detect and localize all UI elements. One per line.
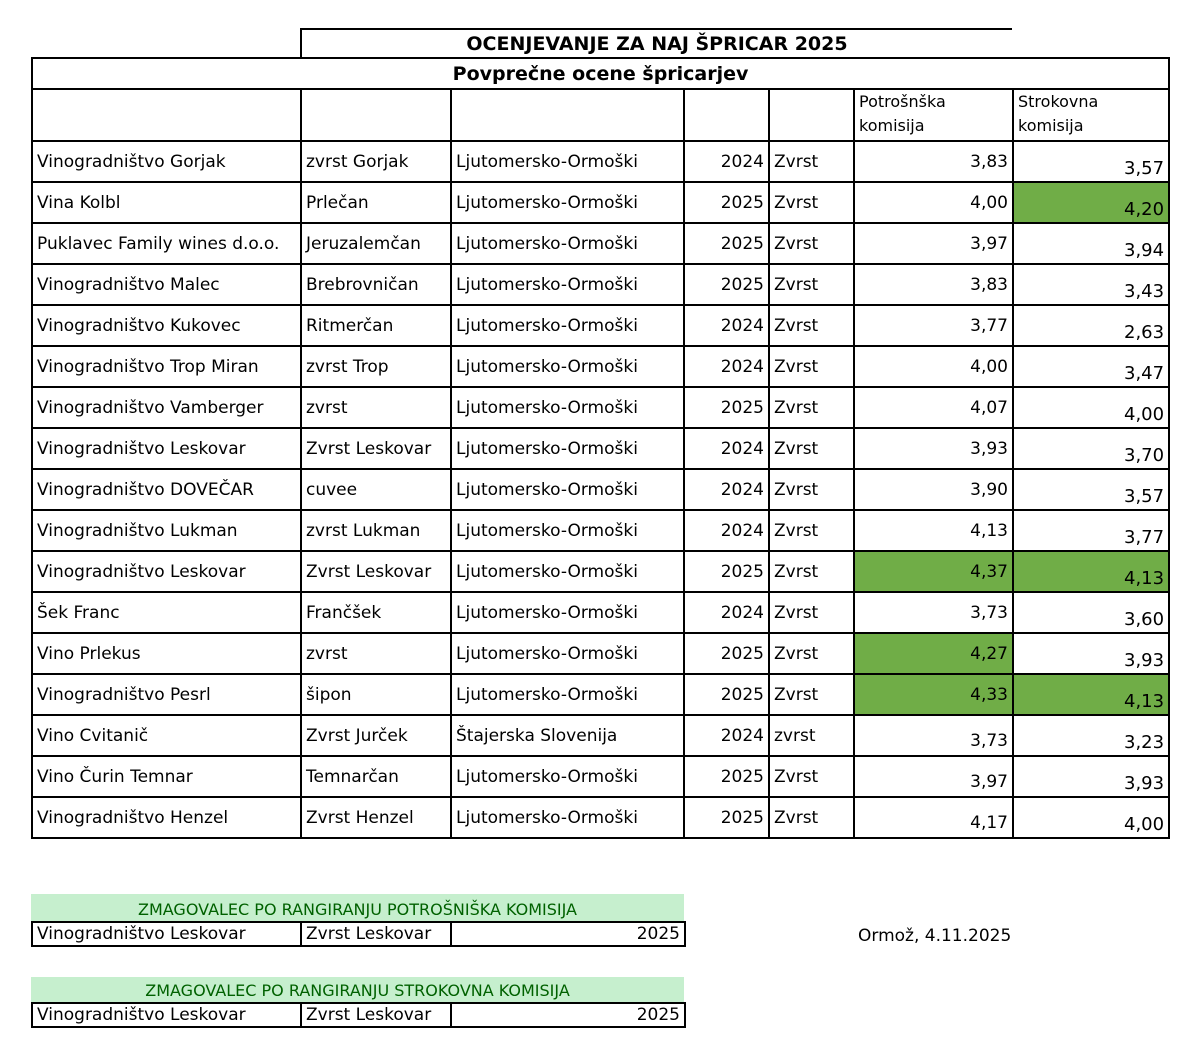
- cell-producer: Šek Franc: [32, 592, 301, 633]
- cell-region: Ljutomersko-Ormoški: [451, 428, 684, 469]
- cell-wine: Ritmerčan: [301, 305, 451, 346]
- cell-wine: šipon: [301, 674, 451, 715]
- cell-region: Ljutomersko-Ormoški: [451, 387, 684, 428]
- header-region: [451, 89, 684, 141]
- cell-wine: Brebrovničan: [301, 264, 451, 305]
- winner-consumer-row: [32, 922, 685, 946]
- cell-region: Ljutomersko-Ormoški: [451, 797, 684, 838]
- cell-type: zvrst: [769, 715, 854, 756]
- cell-expert-score: 4,13: [1013, 674, 1169, 715]
- cell-type: Zvrst: [769, 428, 854, 469]
- cell-expert-score: 3,57: [1013, 469, 1169, 510]
- cell-region: Ljutomersko-Ormoški: [451, 305, 684, 346]
- cell-producer: Vino Cvitanič: [32, 715, 301, 756]
- cell-wine: zvrst: [301, 387, 451, 428]
- cell-producer: Vinogradništvo Lukman: [32, 510, 301, 551]
- table-row: [32, 797, 1169, 838]
- table-row: [32, 592, 1169, 633]
- cell-type: Zvrst: [769, 469, 854, 510]
- place-date: Ormož, 4.11.2025: [858, 926, 1012, 946]
- table-row: [32, 756, 1169, 797]
- table-row: [32, 264, 1169, 305]
- ratings-table: [31, 57, 1170, 839]
- cell-consumer-score: 4,33: [854, 674, 1013, 715]
- cell-year: 2024: [684, 141, 769, 182]
- cell-consumer-score: 3,83: [854, 264, 1013, 305]
- cell-expert-score: 3,57: [1013, 141, 1169, 182]
- cell-producer: Vinogradništvo Trop Miran: [32, 346, 301, 387]
- table-row: [32, 674, 1169, 715]
- cell-producer: Vinogradništvo Henzel: [32, 797, 301, 838]
- cell-type: Zvrst: [769, 674, 854, 715]
- cell-expert-score: 3,70: [1013, 428, 1169, 469]
- cell-expert-score: 3,93: [1013, 633, 1169, 674]
- cell-consumer-score: 4,13: [854, 510, 1013, 551]
- header-producer: [32, 89, 301, 141]
- cell-consumer-score: 4,17: [854, 797, 1013, 838]
- winner-year: 2025: [451, 922, 685, 946]
- cell-expert-score: 3,47: [1013, 346, 1169, 387]
- cell-wine: Zvrst Leskovar: [301, 551, 451, 592]
- table-row: [32, 469, 1169, 510]
- cell-year: 2024: [684, 592, 769, 633]
- cell-producer: Vinogradništvo Pesrl: [32, 674, 301, 715]
- cell-type: Zvrst: [769, 182, 854, 223]
- cell-year: 2025: [684, 223, 769, 264]
- cell-year: 2025: [684, 182, 769, 223]
- cell-wine: zvrst: [301, 633, 451, 674]
- cell-type: Zvrst: [769, 592, 854, 633]
- cell-producer: Vinogradništvo Kukovec: [32, 305, 301, 346]
- table-row: [32, 182, 1169, 223]
- cell-year: 2025: [684, 264, 769, 305]
- cell-consumer-score: 3,90: [854, 469, 1013, 510]
- winner-consumer-heading: ZMAGOVALEC PO RANGIRANJU POTROŠNIŠKA KOMISIJA: [31, 894, 684, 921]
- cell-wine: Zvrst Jurček: [301, 715, 451, 756]
- cell-expert-score: 3,60: [1013, 592, 1169, 633]
- header-consumer: Potrošnška komisija: [854, 89, 1013, 141]
- table-row: [32, 141, 1169, 182]
- cell-consumer-score: 3,97: [854, 756, 1013, 797]
- table-row: [32, 428, 1169, 469]
- cell-producer: Vino Prlekus: [32, 633, 301, 674]
- cell-region: Ljutomersko-Ormoški: [451, 510, 684, 551]
- cell-year: 2024: [684, 715, 769, 756]
- cell-expert-score: 4,00: [1013, 797, 1169, 838]
- header-year: [684, 89, 769, 141]
- table-row: [32, 305, 1169, 346]
- cell-type: Zvrst: [769, 305, 854, 346]
- cell-expert-score: 3,94: [1013, 223, 1169, 264]
- table-row: [32, 715, 1169, 756]
- cell-producer: Vinogradništvo Malec: [32, 264, 301, 305]
- cell-producer: Vina Kolbl: [32, 182, 301, 223]
- cell-consumer-score: 4,00: [854, 182, 1013, 223]
- cell-expert-score: 3,43: [1013, 264, 1169, 305]
- cell-region: Ljutomersko-Ormoški: [451, 264, 684, 305]
- cell-wine: zvrst Gorjak: [301, 141, 451, 182]
- cell-region: Ljutomersko-Ormoški: [451, 141, 684, 182]
- cell-year: 2024: [684, 428, 769, 469]
- cell-type: Zvrst: [769, 346, 854, 387]
- cell-region: Ljutomersko-Ormoški: [451, 633, 684, 674]
- table-subtitle: Povprečne ocene špricarjev: [32, 58, 1169, 89]
- winner-producer: Vinogradništvo Leskovar: [32, 922, 301, 946]
- cell-consumer-score: 3,97: [854, 223, 1013, 264]
- cell-consumer-score: 4,27: [854, 633, 1013, 674]
- winner-wine: Zvrst Leskovar: [301, 1003, 451, 1027]
- cell-type: Zvrst: [769, 264, 854, 305]
- cell-year: 2025: [684, 674, 769, 715]
- cell-consumer-score: 3,83: [854, 141, 1013, 182]
- cell-producer: Puklavec Family wines d.o.o.: [32, 223, 301, 264]
- cell-wine: zvrst Trop: [301, 346, 451, 387]
- cell-type: Zvrst: [769, 510, 854, 551]
- cell-expert-score: 2,63: [1013, 305, 1169, 346]
- cell-type: Zvrst: [769, 141, 854, 182]
- table-row: [32, 551, 1169, 592]
- cell-region: Ljutomersko-Ormoški: [451, 674, 684, 715]
- cell-expert-score: 3,23: [1013, 715, 1169, 756]
- table-row: [32, 633, 1169, 674]
- cell-producer: Vinogradništvo Vamberger: [32, 387, 301, 428]
- cell-year: 2024: [684, 510, 769, 551]
- cell-wine: Frančšek: [301, 592, 451, 633]
- header-wine: [301, 89, 451, 141]
- winner-producer: Vinogradništvo Leskovar: [32, 1003, 301, 1027]
- cell-region: Ljutomersko-Ormoški: [451, 223, 684, 264]
- cell-type: Zvrst: [769, 633, 854, 674]
- cell-region: Ljutomersko-Ormoški: [451, 182, 684, 223]
- cell-producer: Vinogradništvo DOVEČAR: [32, 469, 301, 510]
- cell-expert-score: 3,77: [1013, 510, 1169, 551]
- cell-type: Zvrst: [769, 551, 854, 592]
- cell-expert-score: 4,13: [1013, 551, 1169, 592]
- cell-region: Ljutomersko-Ormoški: [451, 346, 684, 387]
- cell-producer: Vinogradništvo Leskovar: [32, 428, 301, 469]
- cell-wine: Jeruzalemčan: [301, 223, 451, 264]
- page-title: OCENJEVANJE ZA NAJ ŠPRICAR 2025: [300, 28, 1012, 57]
- cell-year: 2024: [684, 346, 769, 387]
- table-row: [32, 223, 1169, 264]
- table-row: [32, 346, 1169, 387]
- header-expert: Strokovna komisija: [1013, 89, 1169, 141]
- cell-year: 2025: [684, 387, 769, 428]
- winner-year: 2025: [451, 1003, 685, 1027]
- cell-producer: Vinogradništvo Leskovar: [32, 551, 301, 592]
- winner-consumer-box: [31, 894, 684, 947]
- cell-type: Zvrst: [769, 797, 854, 838]
- cell-region: Štajerska Slovenija: [451, 715, 684, 756]
- winner-expert-row: [32, 1003, 685, 1027]
- cell-year: 2024: [684, 305, 769, 346]
- header-type: [769, 89, 854, 141]
- cell-producer: Vinogradništvo Gorjak: [32, 141, 301, 182]
- winner-expert-box: [31, 977, 684, 1028]
- table-row: [32, 510, 1169, 551]
- cell-wine: Temnarčan: [301, 756, 451, 797]
- cell-type: Zvrst: [769, 223, 854, 264]
- winner-wine: Zvrst Leskovar: [301, 922, 451, 946]
- table-row: [32, 387, 1169, 428]
- cell-consumer-score: 4,07: [854, 387, 1013, 428]
- cell-consumer-score: 3,77: [854, 305, 1013, 346]
- cell-year: 2025: [684, 756, 769, 797]
- cell-region: Ljutomersko-Ormoški: [451, 756, 684, 797]
- cell-consumer-score: 4,37: [854, 551, 1013, 592]
- table-header: [32, 89, 1169, 141]
- cell-wine: cuvee: [301, 469, 451, 510]
- cell-wine: zvrst Lukman: [301, 510, 451, 551]
- winner-expert-heading: ZMAGOVALEC PO RANGIRANJU STROKOVNA KOMISIJA: [31, 977, 684, 1002]
- cell-region: Ljutomersko-Ormoški: [451, 551, 684, 592]
- cell-consumer-score: 3,93: [854, 428, 1013, 469]
- cell-type: Zvrst: [769, 756, 854, 797]
- cell-year: 2024: [684, 469, 769, 510]
- cell-wine: Zvrst Henzel: [301, 797, 451, 838]
- cell-type: Zvrst: [769, 387, 854, 428]
- cell-region: Ljutomersko-Ormoški: [451, 592, 684, 633]
- cell-consumer-score: 3,73: [854, 592, 1013, 633]
- cell-expert-score: 4,20: [1013, 182, 1169, 223]
- cell-wine: Prlečan: [301, 182, 451, 223]
- cell-producer: Vino Čurin Temnar: [32, 756, 301, 797]
- cell-consumer-score: 4,00: [854, 346, 1013, 387]
- cell-wine: Zvrst Leskovar: [301, 428, 451, 469]
- cell-year: 2025: [684, 797, 769, 838]
- cell-region: Ljutomersko-Ormoški: [451, 469, 684, 510]
- cell-year: 2025: [684, 633, 769, 674]
- cell-expert-score: 4,00: [1013, 387, 1169, 428]
- cell-year: 2025: [684, 551, 769, 592]
- cell-consumer-score: 3,73: [854, 715, 1013, 756]
- cell-expert-score: 3,93: [1013, 756, 1169, 797]
